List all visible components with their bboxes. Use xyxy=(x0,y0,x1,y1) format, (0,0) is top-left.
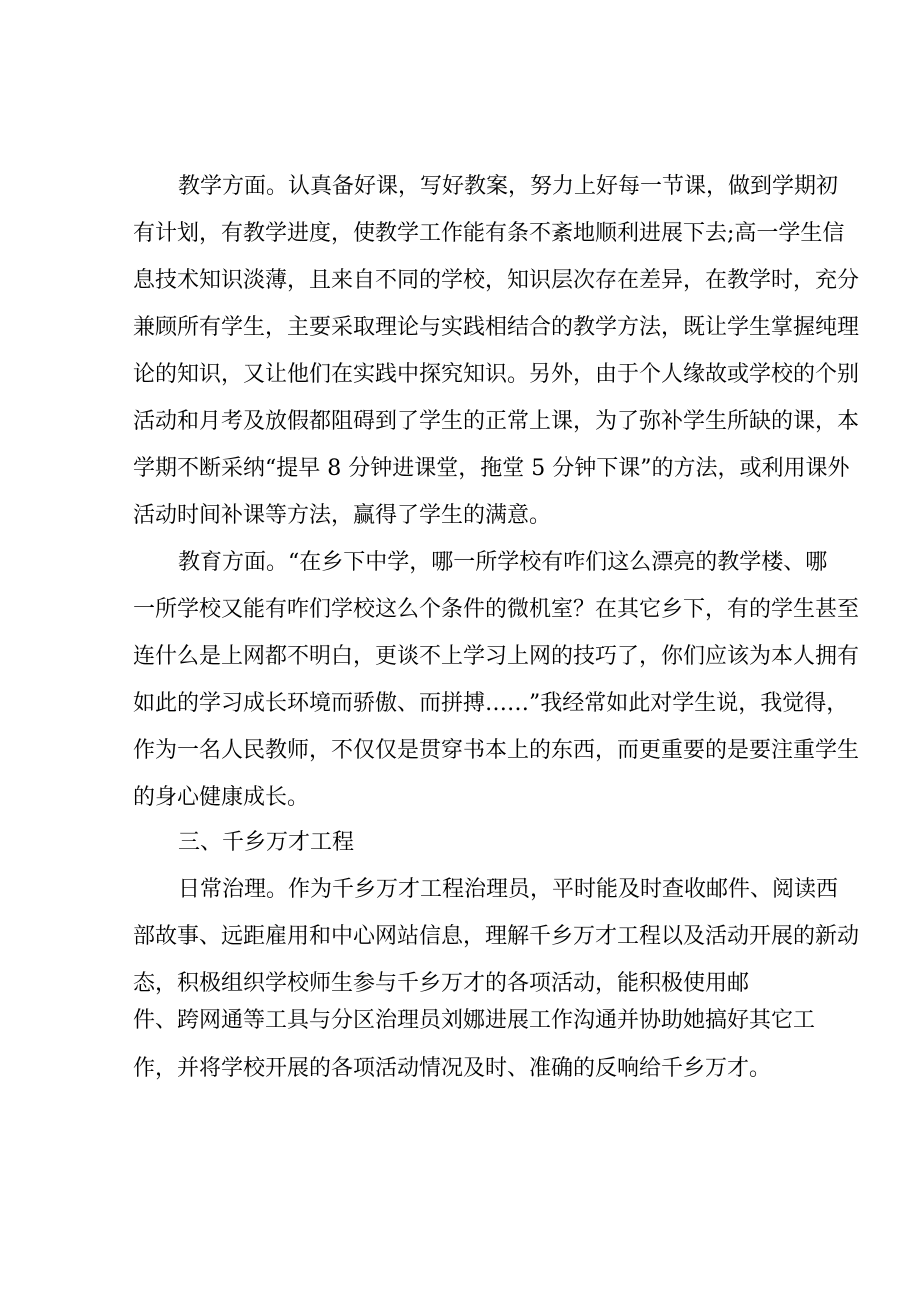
text-line: 态，积极组织学校师生参与千乡万才的各项活动，能积极使用邮 xyxy=(133,971,750,996)
text-line: 部故事、远距雇用和中心网站信息，理解千乡万才工程以及活动开展的新动 xyxy=(133,924,860,949)
text-line: 教学方面。认真备好课，写好教案，努力上好每一节课，做到学期初 xyxy=(178,174,839,199)
text-line: 论的知识，又让他们在实践中探究知识。另外，由于个人缘故或学校的个别 xyxy=(133,362,860,387)
text-line: 一所学校又能有咋们学校这么个条件的微机室？在其它乡下，有的学生甚至 xyxy=(133,597,860,622)
text-line: 兼顾所有学生，主要采取理论与实践相结合的教学方法，既让学生掌握纯理 xyxy=(133,315,860,340)
text-line: 作，并将学校开展的各项活动情况及时、准确的反响给千乡万才。 xyxy=(133,1056,772,1081)
text-line: 连什么是上网都不明白，更谈不上学习上网的技巧了，你们应该为本人拥有 xyxy=(133,644,860,669)
text-line: 学期不断采纳“提早 8 分钟进课堂，拖堂 5 分钟下课”的方法，或利用课外 xyxy=(133,456,850,481)
text-line: 教育方面。“在乡下中学，哪一所学校有咋们这么漂亮的教学楼、哪 xyxy=(178,550,828,575)
text-line: 如此的学习成长环境而骄傲、而拼搏……”我经常如此对学生说，我觉得， xyxy=(133,691,849,716)
text-line: 有计划，有教学进度，使教学工作能有条不紊地顺利进展下去;高一学生信 xyxy=(133,221,845,246)
text-line: 的身心健康成长。 xyxy=(133,785,310,810)
text-line: 作为一名人民教师，不仅仅是贯穿书本上的东西，而更重要的是要注重学生 xyxy=(133,738,860,763)
text-line: 件、跨网通等工具与分区治理员刘娜进展工作沟通并协助她搞好其它工 xyxy=(133,1008,816,1033)
text-line: 活动和月考及放假都阻碍到了学生的正常上课，为了弥补学生所缺的课，本 xyxy=(133,409,860,434)
text-line: 活动时间补课等方法，赢得了学生的满意。 xyxy=(133,503,552,528)
section-heading: 三、千乡万才工程 xyxy=(178,830,355,855)
text-line: 息技术知识淡薄，且来自不同的学校，知识层次存在差异，在教学时，充分 xyxy=(133,268,860,293)
text-line: 日常治理。作为千乡万才工程治理员，平时能及时查收邮件、阅读西 xyxy=(178,877,839,902)
